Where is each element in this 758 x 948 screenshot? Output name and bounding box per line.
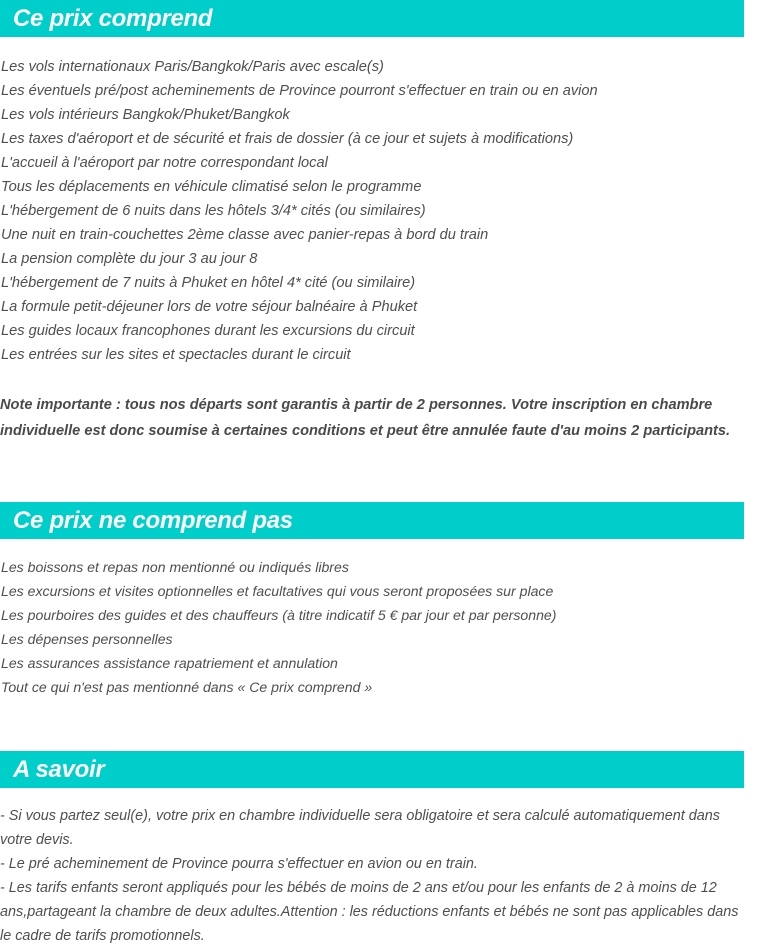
list-item: Les pourboires des guides et des chauffeurs (à titre indicatif 5 € par jour et par personne) — [1, 607, 557, 623]
section-header-savoir — [0, 751, 744, 788]
list-item: Une nuit en train-couchettes 2ème classe avec panier-repas à bord du train — [1, 227, 489, 243]
included-items-block — [0, 37, 758, 444]
section-title-included: Ce prix comprend — [13, 4, 213, 32]
list-item: Tout ce qui n'est pas mentionné dans « Ce prix comprend » — [1, 679, 373, 695]
spacer — [0, 444, 758, 502]
list-item: Les excursions et visites optionnelles et facultatives qui vous seront proposées sur place — [1, 583, 554, 599]
list-item: Les boissons et repas non mentionné ou indiqués libres — [1, 559, 349, 575]
spacer — [0, 699, 758, 751]
list-item: Les entrées sur les sites et spectacles durant le circuit — [1, 347, 351, 363]
list-item: La pension complète du jour 3 au jour 8 — [1, 251, 258, 267]
list-item: L'hébergement de 6 nuits dans les hôtels 3/4* cités (ou similaires) — [1, 203, 426, 219]
important-note: Note importante : tous nos départs sont garantis à partir de 2 personnes. Votre inscription en chambre individuelle est donc soumise à certaines conditions et peut être annulée faute d'au moins 2 participants. — [0, 397, 731, 439]
list-item: Les éventuels pré/post acheminements de Province pourront s'effectuer en train ou en avion — [1, 83, 598, 99]
list-item: L'hébergement de 7 nuits à Phuket en hôtel 4* cité (ou similaire) — [1, 275, 416, 291]
list-item: Les assurances assistance rapatriement et annulation — [1, 655, 338, 671]
list-item: La formule petit-déjeuner lors de votre séjour balnéaire à Phuket — [1, 299, 418, 315]
included-items-list — [0, 55, 758, 367]
list-item: Les vols internationaux Paris/Bangkok/Paris avec escale(s) — [1, 59, 384, 75]
section-included — [0, 0, 758, 444]
excluded-items-list — [0, 555, 758, 699]
section-title-savoir: A savoir — [13, 755, 105, 783]
section-title-excluded: Ce prix ne comprend pas — [13, 506, 293, 534]
list-item: Les dépenses personnelles — [1, 631, 173, 647]
savoir-paragraphs-block — [0, 788, 758, 948]
list-item: L'accueil à l'aéroport par notre correspondant local — [1, 155, 328, 171]
list-item: Tous les déplacements en véhicule climatisé selon le programme — [1, 179, 422, 195]
section-savoir — [0, 751, 758, 948]
section-excluded — [0, 502, 758, 699]
list-item: Les guides locaux francophones durant les excursions du circuit — [1, 323, 415, 339]
savoir-paragraph: - Les tarifs enfants seront appliqués pour les bébés de moins de 2 ans et/ou pour les enfants de 2 à moins de 12 ans,partageant la chambre de deux adultes.Attention : les réductions enfants et bébés ne sont pas applicables dans le cadre de tarifs promotionnels. — [0, 880, 739, 944]
section-header-excluded — [0, 502, 744, 539]
section-header-included — [0, 0, 744, 37]
list-item: Les taxes d'aéroport et de sécurité et frais de dossier (à ce jour et sujets à modifications) — [1, 131, 574, 147]
excluded-items-block — [0, 539, 758, 699]
savoir-paragraph: - Le pré acheminement de Province pourra s'effectuer en avion ou en train. — [0, 856, 478, 872]
list-item: Les vols intérieurs Bangkok/Phuket/Bangkok — [1, 107, 290, 123]
savoir-paragraph: - Si vous partez seul(e), votre prix en chambre individuelle sera obligatoire et sera calculé automatiquement dans votre devis. — [0, 808, 720, 848]
